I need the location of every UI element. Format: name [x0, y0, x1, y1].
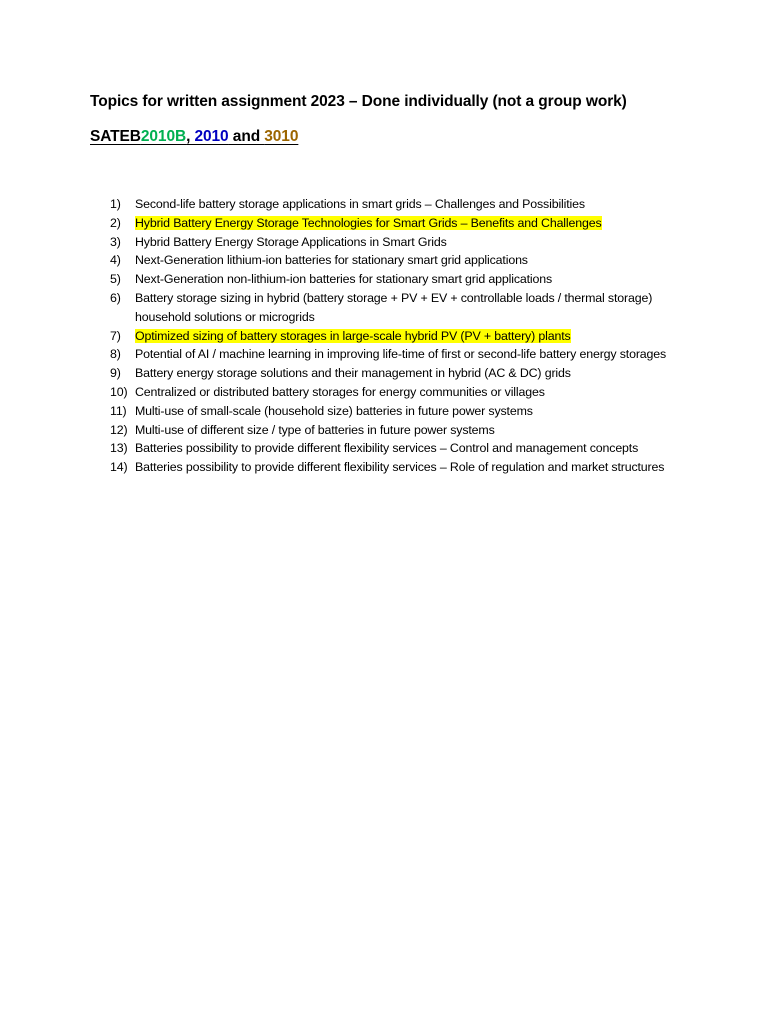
- highlighted-topic-text: Optimized sizing of battery storages in large-scale hybrid PV (PV + battery) plants: [135, 328, 571, 343]
- topics-list: [110, 195, 710, 477]
- topic-number: 12): [110, 422, 128, 437]
- topic-number: 9): [110, 366, 121, 381]
- course-codes: [90, 128, 298, 146]
- topic-number: 8): [110, 347, 121, 362]
- topic-item: [110, 458, 710, 477]
- topic-item: [110, 345, 710, 364]
- topic-text: Centralized or distributed battery storages for energy communities or villages: [135, 384, 545, 399]
- topic-number: 6): [110, 290, 121, 305]
- topic-text: Multi-use of small-scale (household size) batteries in future power systems: [135, 403, 533, 418]
- topic-number: 14): [110, 460, 128, 475]
- highlighted-topic-text: Hybrid Battery Energy Storage Technologies for Smart Grids – Benefits and Challenges: [135, 215, 602, 230]
- course-separator-comma: ,: [186, 128, 195, 145]
- topic-number: 10): [110, 384, 128, 399]
- topic-item: [110, 364, 710, 383]
- course-code-2010: 2010: [194, 128, 229, 145]
- topic-text: Hybrid Battery Energy Storage Applications in Smart Grids: [135, 234, 447, 249]
- topic-item: [110, 270, 710, 289]
- course-code-2010b: 2010B: [140, 128, 187, 145]
- topic-item: [110, 289, 710, 327]
- course-prefix: SATEB: [90, 128, 141, 145]
- topic-text: Battery storage sizing in hybrid (battery storage + PV + EV + controllable loads / thermal storage) household solutions or microgrids: [135, 290, 653, 324]
- topic-text: Batteries possibility to provide different flexibility services – Control and management concepts: [135, 441, 639, 456]
- topic-item: [110, 383, 710, 402]
- topic-number: 2): [110, 215, 121, 230]
- topic-text: Second-life battery storage applications in smart grids – Challenges and Possibilities: [135, 197, 585, 211]
- topic-item: [110, 439, 710, 458]
- topic-text: Next-Generation lithium-ion batteries for stationary smart grid applications: [135, 253, 528, 268]
- topic-item: [110, 214, 710, 233]
- topic-text: Batteries possibility to provide different flexibility services – Role of regulation and market structures: [135, 460, 665, 475]
- topic-text: Next-Generation non-lithium-ion batteries for stationary smart grid applications: [135, 272, 553, 287]
- topic-number: 4): [110, 253, 121, 268]
- course-code-3010: 3010: [264, 128, 299, 145]
- topic-text: Potential of AI / machine learning in improving life-time of first or second-life battery energy storages: [135, 347, 667, 362]
- topic-number: 11): [110, 403, 127, 418]
- topic-number: 7): [110, 328, 121, 343]
- topic-item: [110, 233, 710, 252]
- topic-number: 3): [110, 234, 121, 249]
- topic-item: [110, 195, 710, 214]
- topic-number: 5): [110, 272, 121, 287]
- topic-text: Battery energy storage solutions and their management in hybrid (AC & DC) grids: [135, 366, 571, 381]
- page-title: Topics for written assignment 2023 – Done individually (not a group work): [90, 93, 627, 110]
- topic-text: Multi-use of different size / type of batteries in future power systems: [135, 422, 495, 437]
- course-separator-and: and: [228, 128, 265, 145]
- topic-item: [110, 251, 710, 270]
- topic-item: [110, 327, 710, 346]
- topic-number: 1): [110, 197, 121, 211]
- topic-item: [110, 421, 710, 440]
- topic-item: [110, 402, 710, 421]
- topic-number: 13): [110, 441, 128, 456]
